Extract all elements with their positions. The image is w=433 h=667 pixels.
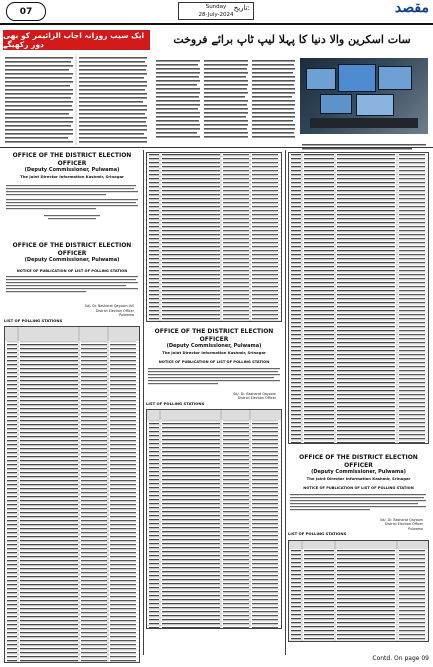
- column-divider-2: [285, 150, 286, 655]
- notice-subject-col3: NOTICE OF PUBLICATION OF LIST OF POLLING STATION: [303, 486, 414, 490]
- page-number-badge: [6, 2, 46, 21]
- list-title: LIST OF POLLING STATIONS: [4, 317, 63, 323]
- urdu-text-lines-middle: [155, 58, 297, 144]
- table-rows-3b: [289, 541, 428, 641]
- notice-office-title-2: OFFICE OF THE DISTRICT ELECTION OFFICER: [12, 242, 132, 257]
- notice-column-3: [288, 152, 429, 652]
- polling-station-table-2b: [146, 409, 282, 629]
- polling-station-table-3a: [288, 152, 429, 444]
- notice-deputy-col3: (Deputy Commissioner, Pulwama): [311, 469, 406, 475]
- notice-deputy-col2: (Deputy Commissioner, Pulwama): [166, 343, 262, 349]
- header-rule: [0, 23, 433, 25]
- page-number: 07: [19, 6, 33, 17]
- list-title-col2: LIST OF POLLING STATIONS: [146, 400, 205, 406]
- date-label: تاریخ:: [233, 4, 250, 12]
- urdu-headline: سات اسکرین والا دنیا کا پہلا لیپ ٹاپ برائے فروخت: [173, 33, 411, 46]
- notice-signature-col2: Sd/- Dr. Basharat Qayoom District Election Officer: [233, 391, 276, 401]
- notice-office-title: OFFICE OF THE DISTRICT ELECTION OFFICER: [12, 152, 132, 167]
- polling-station-table-1: [4, 326, 140, 663]
- section-divider: [0, 147, 433, 148]
- table-rows-2b: [147, 410, 281, 628]
- urdu-text-lines-left: [3, 55, 150, 145]
- notice-joint-director-col3: The Joint Director Information Kashmir, Srinagar: [306, 475, 411, 481]
- notice-signature: Sd/- Dr. Basharat Qayoom IAS District Election Officer Pulwama: [84, 304, 134, 318]
- notice-joint-director-col2: The Joint Director Information Kashmir, Srinagar: [162, 349, 266, 355]
- polling-station-table-2a: [146, 152, 282, 322]
- notice-column-1: [4, 152, 140, 652]
- table-rows-3a: [289, 153, 428, 443]
- polling-station-table-3b: [288, 540, 429, 642]
- urdu-article-middle: [155, 58, 297, 144]
- continued-note: Contd. On page 09: [372, 655, 429, 662]
- table-rows-1: [5, 327, 139, 662]
- date-text: 28-July-2024: [198, 12, 234, 18]
- notice-joint-director: The Joint Director Information Kashmir, Srinagar: [20, 173, 124, 179]
- notice-deputy: (Deputy Commissioner, Pulwama): [24, 167, 120, 173]
- notice-body-text-col3: [288, 492, 429, 518]
- table-rows-2a: [147, 153, 281, 321]
- urdu-article-under-photo: [300, 137, 428, 146]
- notice-body-text-2: [4, 274, 140, 304]
- column-divider-1: [143, 150, 144, 655]
- date-box: [178, 2, 254, 20]
- notice-subject: NOTICE OF PUBLICATION OF LIST OF POLLING STATION: [16, 268, 128, 273]
- notice-signature-col3: Sd/- Dr. Basharat Qayoom District Election Officer Pulwama: [380, 517, 423, 531]
- notice-body-text-col2: [146, 366, 282, 392]
- notice-office-title-col3: OFFICE OF THE DISTRICT ELECTION OFFICER: [299, 454, 418, 469]
- day-text: Sunday: [205, 4, 227, 10]
- notice-subject-col2: NOTICE OF PUBLICATION OF LIST OF POLLING STATION: [158, 360, 270, 364]
- notice-column-2: [146, 152, 282, 652]
- laptop-photo: [300, 58, 428, 134]
- urdu-red-banner: ایک سیب روزانہ اجاب الزائیمر کو بھی دور رکھیگے: [3, 30, 150, 50]
- notice-deputy-2: (Deputy Commissioner, Pulwama): [24, 257, 120, 263]
- masthead-logo: مقصد: [394, 0, 429, 16]
- notice-office-title-col2: OFFICE OF THE DISTRICT ELECTION OFFICER: [154, 328, 274, 343]
- urdu-article-left: [3, 55, 150, 145]
- list-title-col3: LIST OF POLLING STATIONS: [288, 531, 347, 537]
